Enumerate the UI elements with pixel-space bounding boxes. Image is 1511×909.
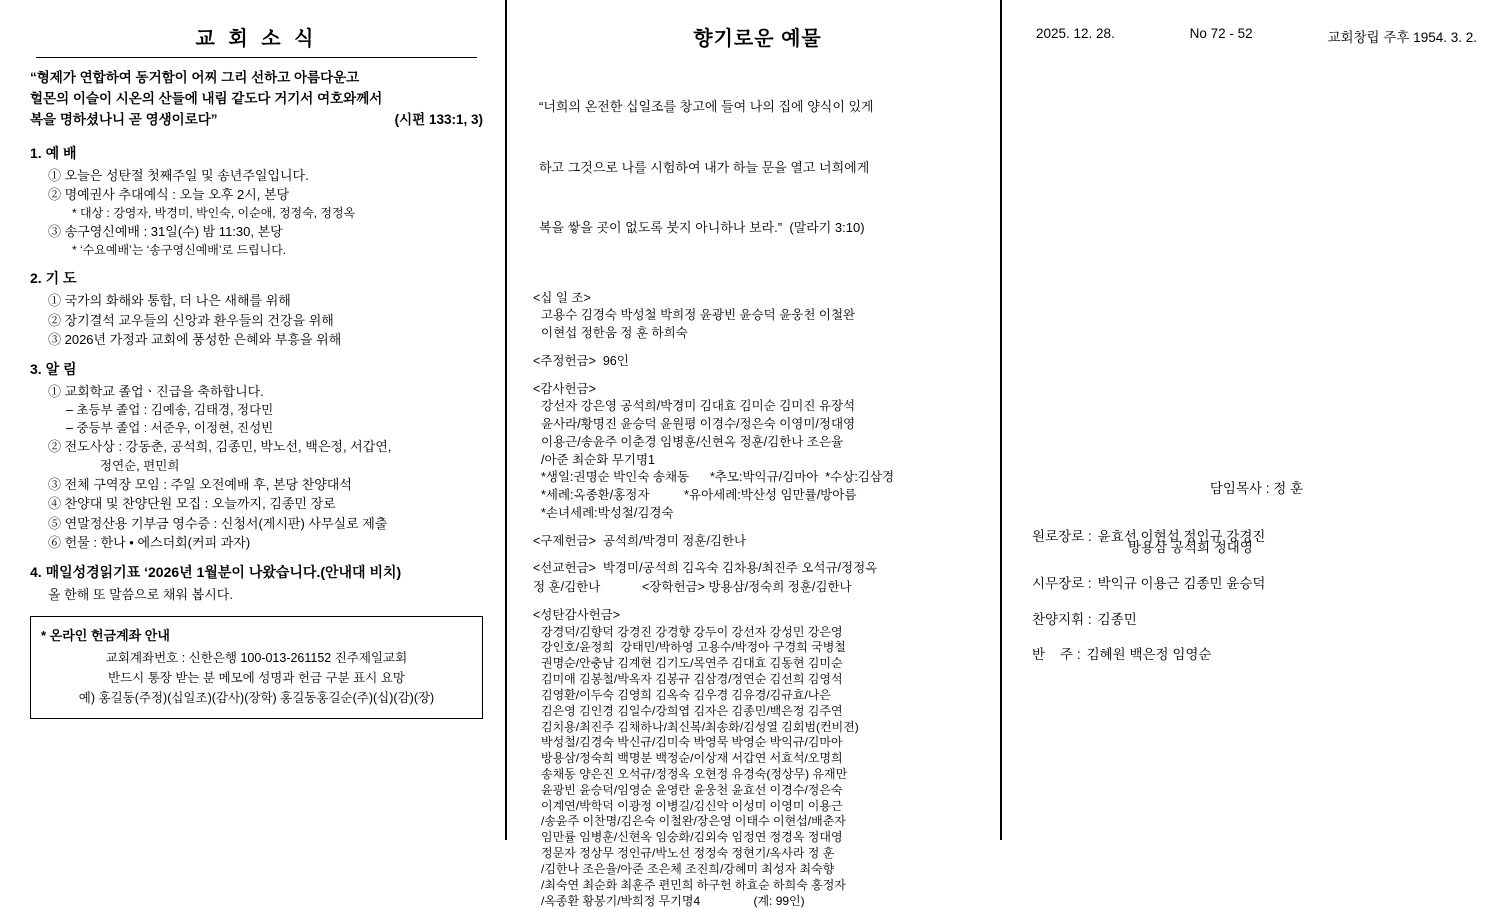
title-divider	[36, 57, 477, 58]
staff-row-choir-conductor	[1032, 607, 1481, 633]
list-item: ② 장기결석 교우들의 신앙과 환우들의 건강을 위해	[48, 312, 334, 328]
mid-verse-line-2: 하고 그것으로 나를 시험하여 내가 하늘 문을 열고 너희에게	[539, 159, 870, 175]
staff-row-accompanist	[1032, 642, 1481, 668]
offering-names: 김은영 김인경 김일수/강희엽 김자은 김종민/백은정 김주연	[541, 703, 843, 718]
offering-names: *세례:옥종환/홍정자 *유아세례:박산성 임만률/방아름	[541, 488, 857, 503]
offering-group-weekly	[533, 352, 982, 371]
staff-value: 김혜원 백은정 임영순	[1086, 647, 1212, 663]
offering-names: 고용수 김경숙 박성철 박희정 윤광빈 윤승덕 윤웅천 이철완	[541, 308, 856, 323]
offering-names: 김영환/이두숙 김영희 김옥숙 김우경 김유경/김규효/나은	[541, 687, 831, 702]
offering-group-heading: <성탄감사헌금>	[533, 607, 621, 622]
staff-label: 찬양지휘 :	[1032, 611, 1092, 627]
staff-block	[1032, 476, 1481, 668]
offering-group-tithe	[533, 289, 982, 343]
offering-names: 강인호/윤정희 강태민/박하영 고용수/박정아 구경희 국병철	[541, 640, 846, 655]
offering-group-heading: <선교헌금> 박경미/공석희 김옥숙 김차용/최진주 오석규/정정옥	[533, 561, 878, 576]
masthead-topline	[1032, 26, 1481, 46]
offering-names: 김미애 김봉철/박옥자 김봉규 김삼경/정연순 김선희 김영석	[541, 672, 843, 687]
offering-group-mission	[533, 559, 982, 597]
offering-names: 임만률 임병훈/신현옥 임숭화/김외숙 임정연 정경옥 정대영	[541, 830, 843, 845]
offering-group-heading: <십 일 조>	[533, 290, 591, 305]
offering-names: 윤사라/황명진 윤승덕 윤원평 이경수/정은숙 이영미/정대영	[541, 417, 856, 432]
list-item: ③ 2026년 가정과 교회에 풍성한 은혜와 부흥을 위해	[48, 332, 342, 348]
list-item: ⑤ 연말정산용 기부금 영수증 : 신청서(게시판) 사무실로 제출	[48, 515, 388, 531]
offering-names: 정문자 정상무 정인규/박노선 정정숙 정현기/옥사라 정 훈	[541, 846, 835, 861]
staff-label: 시무장로 :	[1032, 575, 1092, 591]
left-verse-line-2: 헐몬의 이슬이 시온의 산들에 내림 같도다 거기서 여호와께서	[30, 90, 383, 106]
online-offering-line: 반드시 통장 받는 분 메모에 성명과 헌금 구분 표시 요망	[108, 671, 405, 686]
left-verse-line-3: 복을 명하셨나니 곧 영생이로다”	[30, 111, 218, 127]
offering-group-thanksgiving	[533, 380, 982, 523]
online-offering-title: * 온라인 헌금계좌 안내	[41, 628, 170, 644]
staff-label: 반 주 :	[1032, 647, 1081, 663]
issue-date: 2025. 12. 28.	[1036, 26, 1115, 41]
section-worship	[30, 143, 483, 259]
offering-names: 송채동 양은진 오석규/정정옥 오현정 유경숙(정상무) 유재만	[541, 767, 848, 781]
offering-names: 이용근/송윤주 이춘경 임병훈/신현옥 정훈/김한나 조은율	[541, 434, 844, 449]
offering-names: /송윤주 이찬명/김은숙 이철완/장은영 이태수 이현섭/배춘자	[541, 814, 846, 829]
offering-group-christmas	[533, 606, 982, 909]
left-verse-line-1: “형제가 연합하여 동거함이 어찌 그리 선하고 아름다운고	[30, 70, 360, 85]
section-worship-heading: 1. 예 배	[30, 144, 77, 161]
section-daily-bible	[30, 562, 483, 605]
list-item: ⑥ 헌물 : 한나 • 에스더회(커피 과자)	[48, 535, 251, 551]
offering-names: 김치용/최진주 김채하나/최신복/최송화/김성열 김회범(컨비젼)	[541, 719, 859, 734]
list-item-sub: * 대상 : 강영자, 박경미, 박인숙, 이순애, 정정숙, 정정옥	[72, 205, 356, 220]
online-offering-box	[30, 616, 483, 719]
list-item-sub: – 초등부 졸업 : 김예송, 김태경, 정다민	[66, 403, 274, 418]
offering-group-heading: <감사헌금>	[533, 381, 596, 396]
offering-names: 박성철/김경숙 박신규/김미숙 박영묵 박영순 박익규/김마아	[541, 735, 843, 750]
list-item-sub: * ‘수요예배’는 ‘송구영신예배’로 드립니다.	[72, 242, 287, 257]
offering-names-total: /옥종환 황봉기/박희정 무기명4 (계: 99인)	[541, 893, 805, 908]
left-verse	[30, 68, 483, 131]
staff-value: 방용삼 공석희 정대영	[1128, 540, 1253, 556]
list-item: ① 오늘은 성탄절 첫째주일 및 송년주일입니다.	[48, 167, 309, 183]
online-offering-line: 예) 홍길동(주정)(십일조)(감사)(장학) 홍길동홍길순(주)(십)(감)(장)	[78, 691, 435, 706]
offering-names: 강경덕/김향덕 강경진 강경향 강두이 강선자 강성민 강은영	[541, 624, 843, 639]
left-verse-reference: (시편 133:1, 3)	[394, 111, 483, 127]
staff-value: 김종민	[1097, 611, 1137, 627]
offering-names: *생일:권명순 박인숙 송채동 *추모:박익규/김마아 *수상:김삼경	[541, 470, 895, 485]
list-item-sub: – 중등부 졸업 : 서준우, 이정현, 진성빈	[66, 421, 274, 436]
church-news-column	[0, 0, 505, 840]
list-item: ③ 전체 구역장 모임 : 주일 오전예배 후, 본당 찬양대석	[48, 476, 352, 492]
section-daily-bible-heading: 4. 매일성경읽기표 ‘2026년 1월분이 나왔습니다.(안내대 비치)	[30, 563, 402, 580]
list-item: ① 국가의 화해와 통합, 더 나은 새해를 위해	[48, 293, 291, 309]
founding-date: 교회창립 주후 1954. 3. 2.	[1327, 30, 1477, 45]
section-announcements-heading: 3. 알 림	[30, 360, 77, 377]
offering-names: 강선자 강은영 공석희/박경미 김대효 김미순 김미진 유장석	[541, 399, 856, 414]
section-prayer	[30, 268, 483, 350]
list-item: ② 전도사상 : 강동춘, 공석희, 김종민, 박노선, 백은정, 서갑연,	[48, 439, 392, 455]
offering-names: 이계연/박학덕 이광정 이병길/김신악 이성미 이영미 이용근	[541, 798, 843, 813]
online-offering-line: 교회계좌번호 : 신한은행 100-013-261152 진주제일교회	[105, 651, 408, 666]
list-item: ③ 송구영신예배 : 31일(수) 밤 11:30, 본당	[48, 224, 283, 240]
offering-group-relief	[533, 532, 982, 551]
offering-names: 정 훈/김한나 <장학헌금> 방용삼/정숙희 정훈/김한나	[533, 580, 852, 595]
staff-row-serving-elders	[1032, 571, 1481, 597]
list-item: ④ 찬양대 및 찬양단원 모집 : 오늘까지, 김종민 장로	[48, 496, 336, 512]
offering-names: 방용삼/정숙희 백명분 백정순/이상재 서갑연 서효석/오명희	[541, 751, 843, 766]
list-item: ① 교회학교 졸업ㆍ진급을 축하합니다.	[48, 383, 264, 399]
offering-names: 윤광빈 윤승덕/임영순 윤영란 윤웅천 윤효선 이경수/정은숙	[541, 782, 843, 797]
mid-verse	[533, 57, 982, 279]
staff-value: 박익규 이용근 김종민 윤승덕	[1097, 575, 1266, 591]
senior-pastor: 담임목사 : 정 훈	[1209, 481, 1304, 496]
list-item: ② 명예권사 추대예식 : 오늘 오후 2시, 본당	[48, 187, 290, 203]
offerings-title: 향기로운 예물	[693, 28, 822, 50]
church-news-title: 교 회 소 식	[195, 28, 318, 50]
offering-group-heading: <주정헌금> 96인	[533, 353, 629, 368]
staff-label: 원로장로 :	[1032, 528, 1092, 544]
offering-names: /최숙연 최순화 최훈주 편민희 하구헌 하효순 하희숙 홍정자	[541, 877, 846, 892]
section-announcements	[30, 359, 483, 553]
offering-names: /김한나 조은율/아준 조은체 조진희/강혜미 최성자 최숙향	[541, 861, 835, 876]
section-prayer-heading: 2. 기 도	[30, 270, 77, 287]
offering-names: *손녀세례:박성철/김경숙	[541, 505, 674, 520]
list-item: 올 한해 또 말씀으로 채워 봅시다.	[48, 586, 233, 602]
masthead-column	[1000, 0, 1511, 840]
issue-number: No 72 - 52	[1189, 26, 1253, 41]
mid-verse-line-1: “너희의 온전한 십일조를 창고에 들여 나의 집에 양식이 있게	[539, 99, 874, 115]
staff-value: 윤효선 이현섭 정인규 강경진	[1097, 528, 1266, 544]
list-item-sub: 정연순, 편민희	[100, 458, 180, 473]
offerings-column	[505, 0, 1000, 908]
offering-names: 권명순/안충남 김계현 김기도/목연주 김대효 김동현 김미순	[541, 656, 843, 671]
offering-group-heading: <구제헌금> 공석희/박경미 정훈/김한나	[533, 533, 747, 548]
offering-names: 이현섭 정한움 정 훈 하희숙	[541, 326, 688, 341]
offering-names: /아준 최순화 무기명1	[541, 452, 655, 467]
mid-verse-line-3: 복을 쌓을 곳이 없도록 붓지 아니하나 보라.” (말라기 3:10)	[539, 220, 865, 236]
